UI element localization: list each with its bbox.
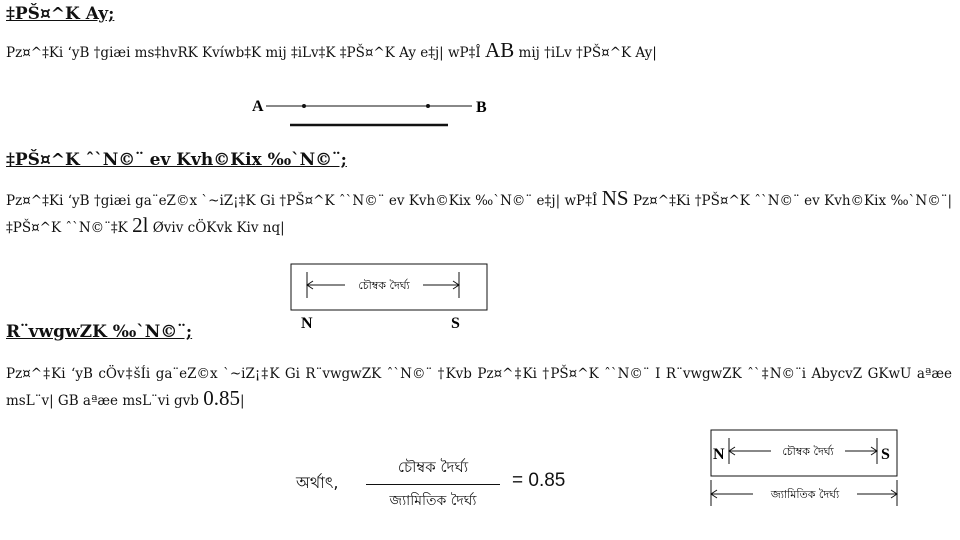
formula-prefix: অর্থাৎ, bbox=[296, 473, 339, 492]
formula-numerator: চৌম্বক দৈর্ঘ্য bbox=[366, 456, 500, 485]
ratio-value: 0.85 bbox=[203, 386, 240, 410]
pole-point bbox=[302, 104, 306, 108]
geometric-length-diagram bbox=[705, 424, 905, 508]
paragraph-geometric-length bbox=[6, 362, 952, 413]
paragraph-text: mij †iLv †PŠ¤^K Ay| bbox=[518, 45, 657, 61]
magnetic-length-diagram bbox=[285, 262, 495, 334]
point-b-label: B bbox=[476, 99, 487, 116]
pole-n-label: N bbox=[301, 315, 313, 332]
paragraph-magnetic-axis bbox=[6, 38, 952, 65]
label-2l: 2l bbox=[132, 213, 149, 237]
pole-s-label: S bbox=[881, 446, 890, 463]
magnetic-length-label: চৌম্বক দৈর্ঘ্য bbox=[358, 279, 410, 292]
paragraph-text: Pz¤^‡Ki †PŠ¤^K ˆ`N©¨ ev Kvh©Kix ‰`N©¨| ‡PŠ¤^K ˆ`N©¨‡K bbox=[6, 193, 952, 236]
paragraph-text: Pz¤^‡Ki ‘yB †giæi ms‡hvRK Kvíwb‡K mij ‡iLv‡K ‡PŠ¤^K Ay e‡j| wP‡Î bbox=[6, 45, 481, 61]
formula-denominator: জ্যামিতিক দৈর্ঘ্য bbox=[389, 493, 477, 509]
magnetic-axis-diagram bbox=[250, 95, 500, 135]
point-a-label: A bbox=[252, 98, 264, 115]
paragraph-text: Øviv cÖKvk Kiv nq| bbox=[152, 220, 285, 236]
paragraph-effective-length bbox=[6, 186, 952, 240]
paragraph-text: Pz¤^‡Ki ‘yB †giæi ga¨eZ©x `~iZ¡‡K Gi †PŠ¤^K ˆ`N©¨ ev Kvh©Kix ‰`N©¨ e‡j| wP‡Î bbox=[6, 193, 598, 209]
pole-point bbox=[426, 104, 430, 108]
magnetic-length-label: চৌম্বক দৈর্ঘ্য bbox=[782, 445, 834, 458]
label-ns: NS bbox=[601, 186, 629, 210]
paragraph-text: Pz¤^‡Ki ‘yB cÖv‡šÍi ga¨eZ©x `~iZ¡‡K Gi R¨vwgwZK ˆ`N©¨ †Kvb Pz¤^‡Ki †PŠ¤^K ˆ`N©¨ I R¨vwgwZK ˆ`‡N©¨i AbycvZ GKwU aªæe msL¨v| GB aªæe msL¨vi gvb bbox=[6, 366, 952, 409]
section-heading-geometric-length: R¨vwgwZK ‰`N©¨; bbox=[6, 322, 193, 342]
paragraph-text: | bbox=[239, 393, 245, 409]
formula-fraction bbox=[366, 456, 500, 513]
label-ab: AB bbox=[485, 38, 515, 62]
geometric-length-label: জ্যামিতিক দৈর্ঘ্য bbox=[770, 488, 840, 501]
pole-n-label: N bbox=[713, 446, 725, 463]
section-heading-magnetic-axis: ‡PŠ¤^K Ay; bbox=[6, 4, 115, 24]
formula-result: = 0.85 bbox=[512, 470, 566, 491]
pole-s-label: S bbox=[451, 315, 460, 332]
section-heading-effective-length: ‡PŠ¤^K ˆ`N©¨ ev Kvh©Kix ‰`N©¨; bbox=[6, 150, 347, 170]
